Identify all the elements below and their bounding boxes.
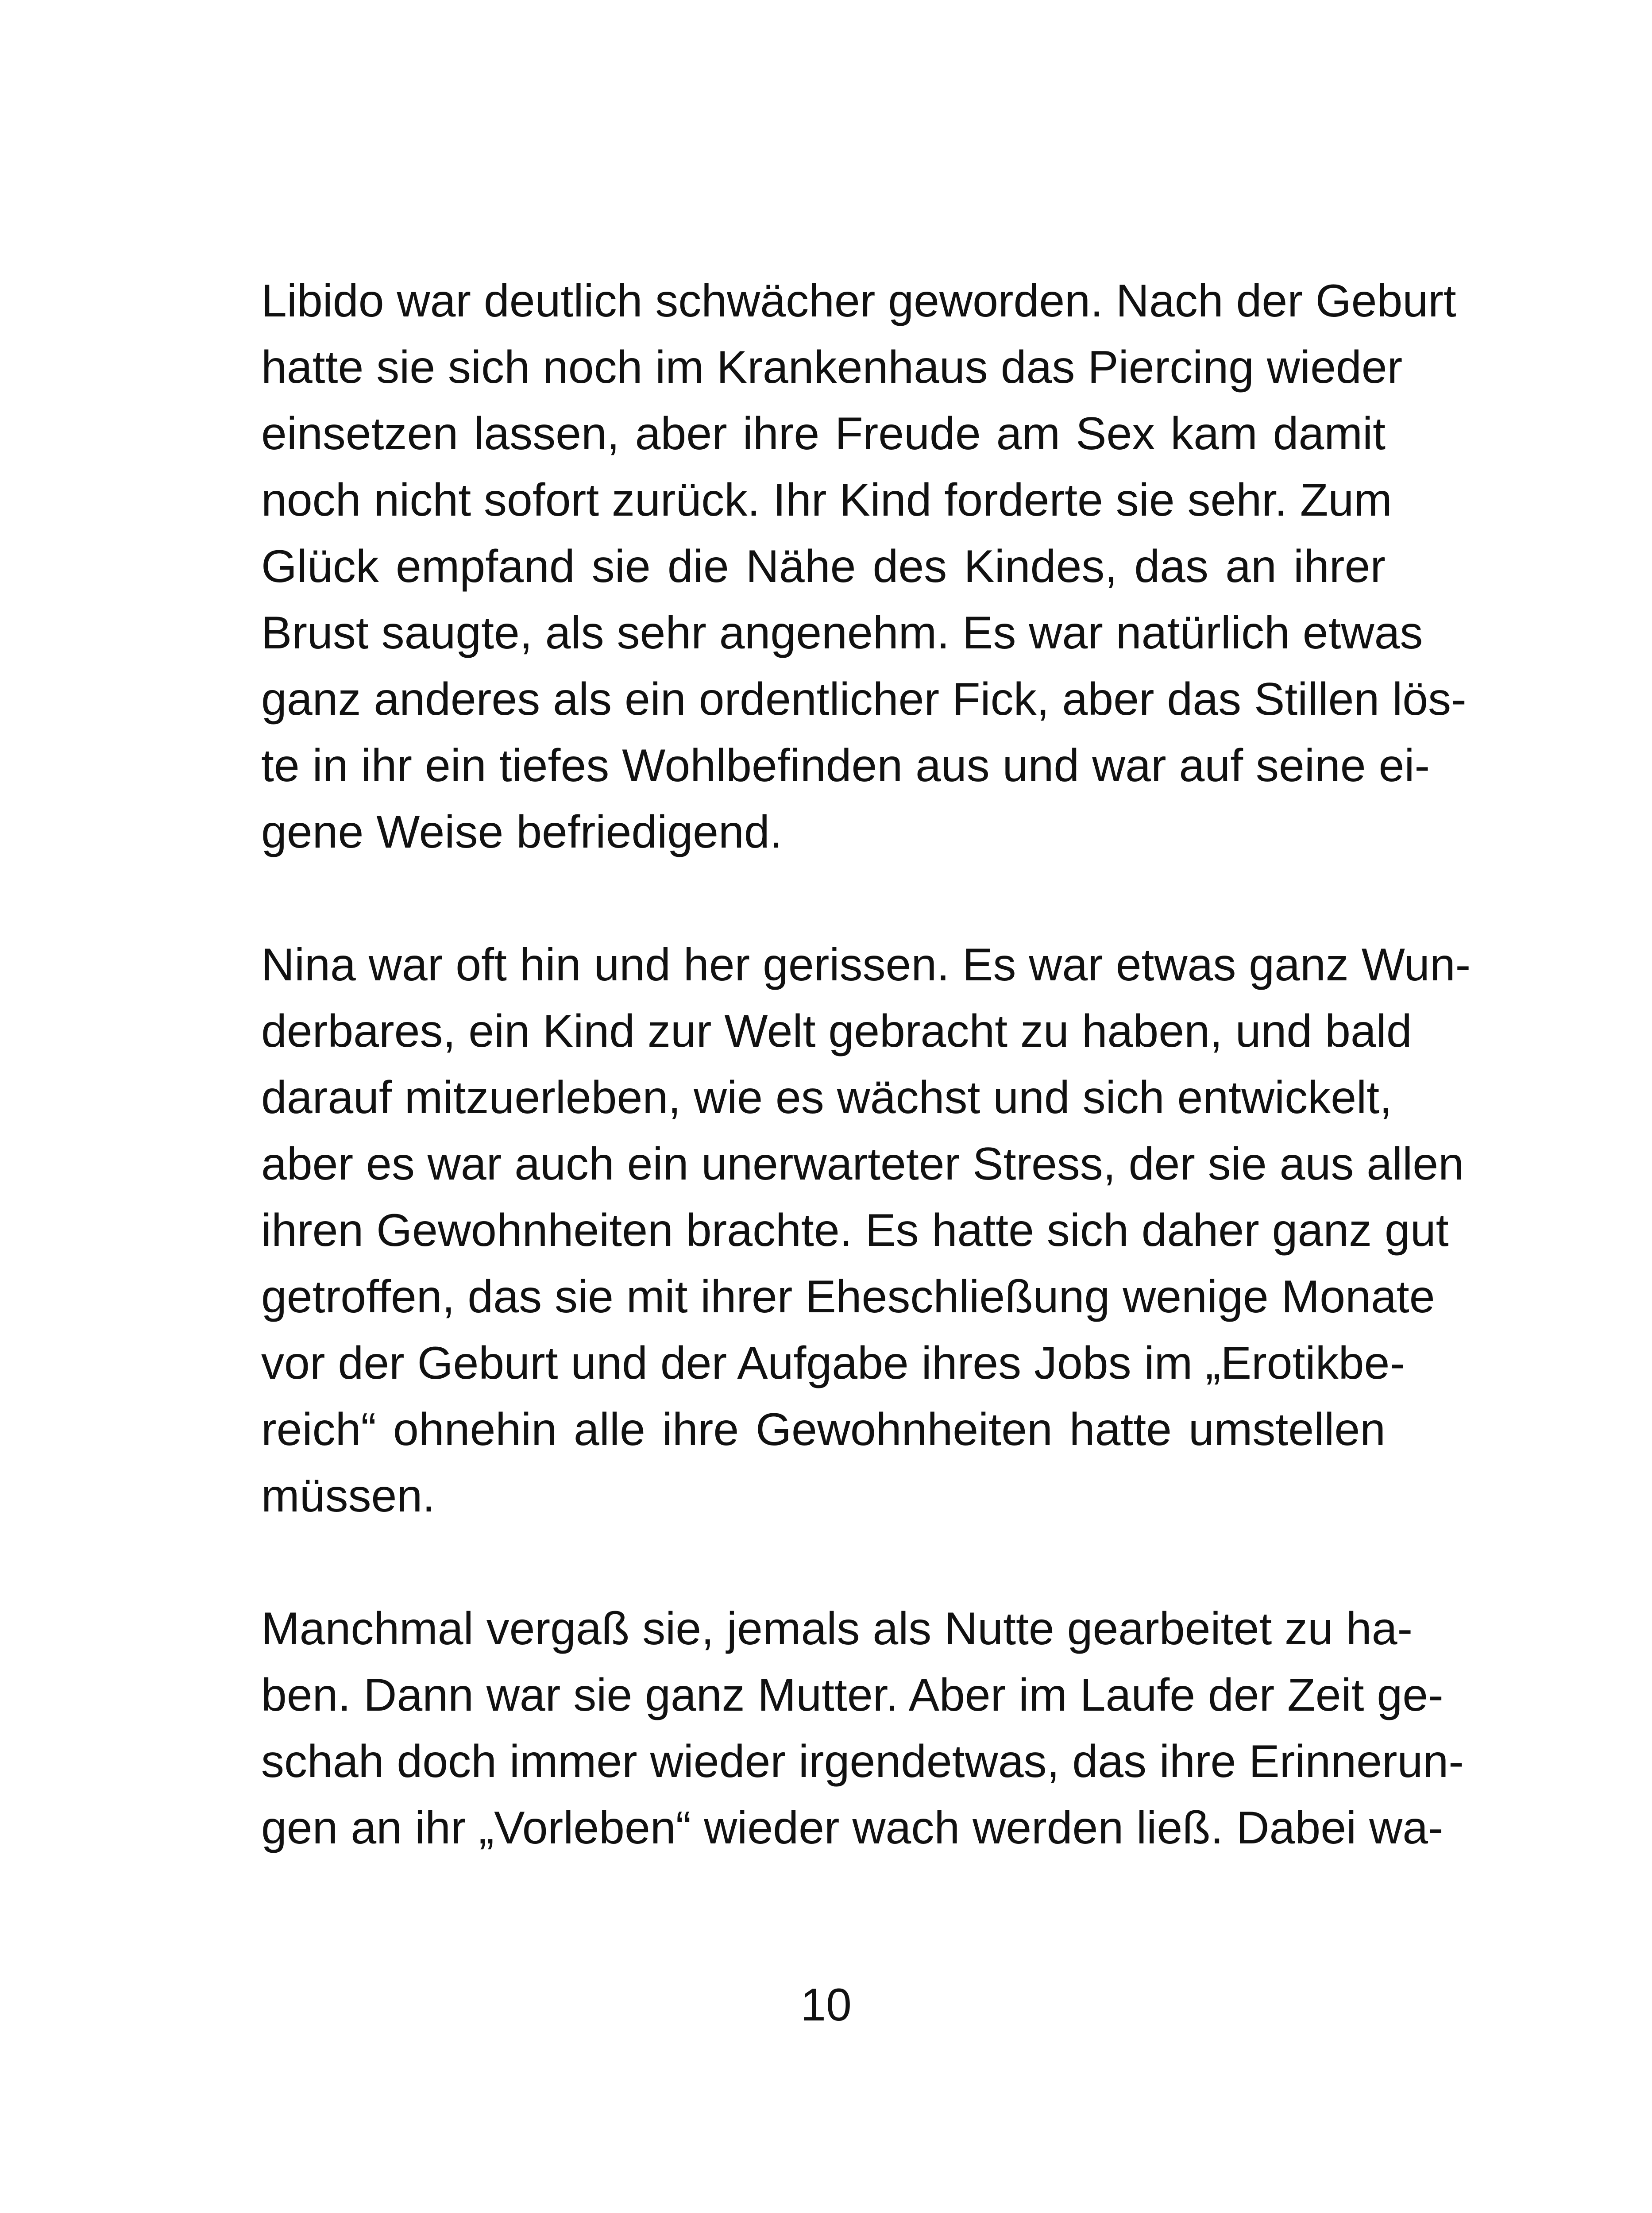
text-line: Glück empfand sie die Nähe des Kindes, das an ihrer: [261, 541, 1386, 592]
text-line: aber es war auch ein unerwarteter Stress, der sie aus allen: [261, 1138, 1464, 1190]
paragraph-2: [261, 932, 1471, 1529]
text-line: darauf mitzuerleben, wie es wächst und sich entwickelt,: [261, 1072, 1393, 1123]
text-line: müssen.: [261, 1470, 436, 1522]
text-line: Manchmal vergaß sie, jemals als Nutte gearbeitet zu ha-: [261, 1603, 1413, 1654]
text-line: ben. Dann war sie ganz Mutter. Aber im Laufe der Zeit ge-: [261, 1669, 1444, 1721]
text-line: schah doch immer wieder irgendetwas, das ihre Erinnerun-: [261, 1736, 1464, 1787]
text-line: Brust saugte, als sehr angenehm. Es war natürlich etwas: [261, 607, 1423, 659]
text-line: einsetzen lassen, aber ihre Freude am Sex kam damit: [261, 408, 1386, 459]
text-line: vor der Geburt und der Aufgabe ihres Jobs im „Erotikbe-: [261, 1338, 1405, 1389]
text-line: gen an ihr „Vorleben“ wieder wach werden ließ. Dabei wa-: [261, 1802, 1444, 1854]
paragraph-3: [261, 1596, 1464, 1861]
text-line: hatte sie sich noch im Krankenhaus das Piercing wieder: [261, 342, 1403, 393]
text-line: ihren Gewohnheiten brachte. Es hatte sich daher ganz gut: [261, 1205, 1449, 1256]
text-line: ganz anderes als ein ordentlicher Fick, aber das Stillen lös-: [261, 674, 1467, 725]
text-line: Nina war oft hin und her gerissen. Es war etwas ganz Wun-: [261, 939, 1471, 991]
text-line: noch nicht sofort zurück. Ihr Kind forderte sie sehr. Zum: [261, 474, 1392, 526]
page-number: 10: [800, 1979, 852, 2031]
text-line: derbares, ein Kind zur Welt gebracht zu haben, und bald: [261, 1006, 1412, 1057]
text-line: te in ihr ein tiefes Wohlbefinden aus und war auf seine ei-: [261, 740, 1430, 791]
text-line: gene Weise befriedigend.: [261, 806, 783, 858]
text-line: reich“ ohnehin alle ihre Gewohnheiten hatte umstellen: [261, 1404, 1386, 1455]
text-line: getroffen, das sie mit ihrer Eheschließung wenige Monate: [261, 1271, 1435, 1322]
text-line: Libido war deutlich schwächer geworden. Nach der Geburt: [261, 275, 1456, 327]
paragraph-1: [261, 268, 1467, 865]
